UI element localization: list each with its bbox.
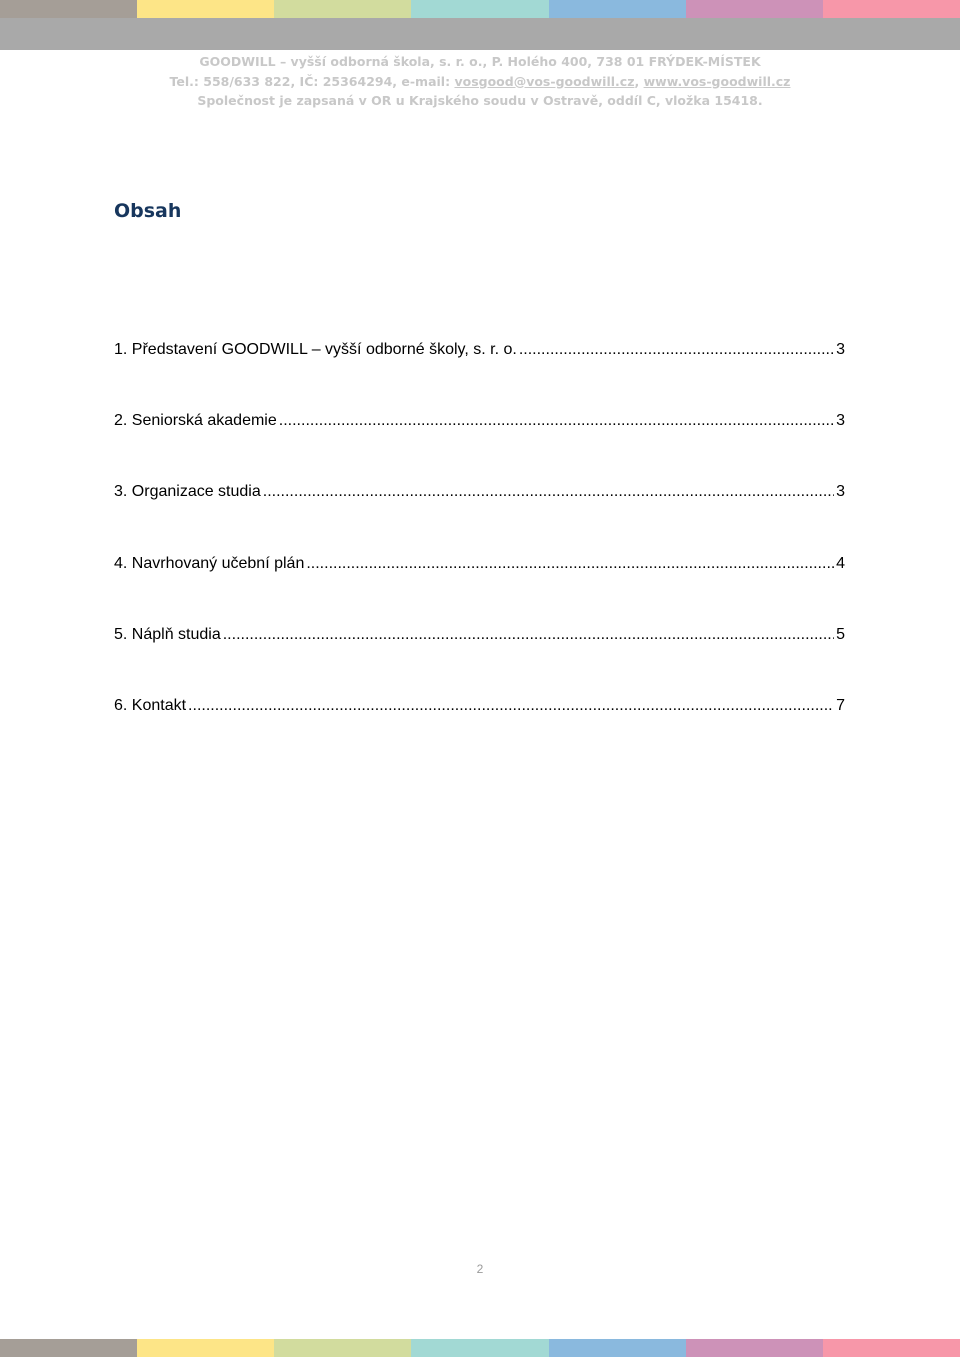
- stripe-segment: [0, 0, 137, 18]
- contact-separator: ,: [634, 73, 644, 89]
- toc-dot-leader: [263, 481, 834, 503]
- stripe-segment: [137, 1339, 274, 1357]
- letterhead: [0, 52, 960, 111]
- letterhead-registration: Společnost je zapsaná v OR u Krajského soudu v Ostravě, oddíl C, vložka 15418.: [197, 93, 763, 108]
- toc-dot-leader: [306, 553, 834, 575]
- toc-entry-label: 6. Kontakt: [114, 696, 187, 714]
- stripe-segment: [274, 1339, 411, 1357]
- toc-dot-leader: [188, 695, 834, 717]
- toc-dot-leader: [223, 624, 834, 646]
- toc-entry-page: 3: [836, 341, 845, 358]
- header-band: [0, 18, 960, 50]
- stripe-segment: [549, 1339, 686, 1357]
- toc-entry-page: 3: [836, 483, 845, 501]
- stripe-segment: [0, 1339, 137, 1357]
- stripe-segment: [549, 0, 686, 18]
- toc-dot-leader: [519, 339, 834, 361]
- website-link[interactable]: www.vos-goodwill.cz: [643, 73, 791, 89]
- toc-entry-page: 3: [836, 412, 845, 430]
- toc-entry-label: 2. Seniorská akademie: [114, 412, 277, 430]
- stripe-segment: [823, 1339, 960, 1357]
- stripe-segment: [137, 0, 274, 18]
- toc-item[interactable]: [114, 339, 845, 410]
- toc-item[interactable]: [114, 553, 845, 624]
- toc-entry-label: 4. Navrhovaný učební plán: [114, 554, 305, 572]
- stripe-segment: [686, 0, 823, 18]
- letterhead-contact: [0, 72, 960, 92]
- page-number: 2: [476, 1262, 484, 1276]
- table-of-contents: [114, 339, 845, 766]
- stripe-segment: [411, 1339, 548, 1357]
- toc-entry-label: 5. Náplň studia: [114, 625, 221, 643]
- contact-prefix: Tel.: 558/633 822, IČ: 25364294, e-mail:: [169, 73, 455, 89]
- toc-entry-page: 5: [836, 625, 845, 643]
- toc-dot-leader: [279, 410, 834, 432]
- bottom-color-stripe: [0, 1339, 960, 1357]
- stripe-segment: [411, 0, 548, 18]
- toc-item[interactable]: [114, 624, 845, 695]
- stripe-segment: [823, 0, 960, 18]
- toc-entry-label: 3. Organizace studia: [114, 483, 261, 501]
- toc-item[interactable]: [114, 695, 845, 766]
- toc-title: Obsah: [114, 200, 182, 222]
- toc-entry-label: 1. Představení GOODWILL – vyšší odborné školy, s. r. o.: [114, 341, 517, 358]
- toc-entry-page: 7: [836, 696, 845, 714]
- toc-entry-page: 4: [836, 554, 845, 572]
- stripe-segment: [274, 0, 411, 18]
- top-color-stripe: [0, 0, 960, 18]
- toc-item[interactable]: [114, 410, 845, 481]
- email-link[interactable]: vosgood@vos-goodwill.cz: [454, 73, 635, 89]
- stripe-segment: [686, 1339, 823, 1357]
- toc-item[interactable]: [114, 481, 845, 552]
- letterhead-address: GOODWILL – vyšší odborná škola, s. r. o., P. Holého 400, 738 01 FRÝDEK-MÍSTEK: [199, 54, 761, 69]
